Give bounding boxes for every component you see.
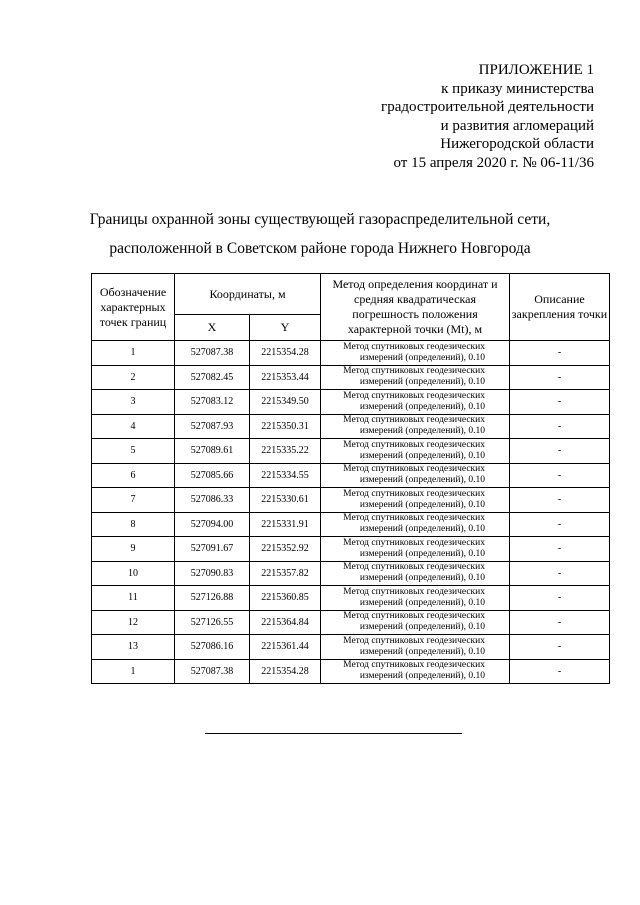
cell-description: - <box>510 439 610 464</box>
header-method: Метод определения координат и средняя квадратическая погрешность положения характерной точки (Mt), м <box>321 274 510 341</box>
cell-description: - <box>510 561 610 586</box>
cell-method: Метод спутниковых геодезических измерений (определений), 0.10 <box>321 635 510 660</box>
cell-y: 2215330.61 <box>250 488 321 513</box>
signature-line <box>205 733 462 734</box>
cell-description: - <box>510 341 610 366</box>
cell-method: Метод спутниковых геодезических измерений (определений), 0.10 <box>321 341 510 366</box>
table-row <box>92 488 610 513</box>
table-row <box>92 341 610 366</box>
cell-method: Метод спутниковых геодезических измерений (определений), 0.10 <box>321 537 510 562</box>
cell-x: 527091.67 <box>175 537 250 562</box>
header-y: Y <box>250 315 321 341</box>
heading-line: Границы охранной зоны существующей газораспределительной сети, <box>89 211 551 228</box>
appendix-line: и развития агломераций <box>440 117 594 134</box>
cell-point: 4 <box>92 414 175 439</box>
cell-y: 2215353.44 <box>250 365 321 390</box>
appendix-line: градостроительной деятельности <box>381 99 594 116</box>
cell-method: Метод спутниковых геодезических измерений (определений), 0.10 <box>321 586 510 611</box>
cell-description: - <box>510 414 610 439</box>
cell-y: 2215352.92 <box>250 537 321 562</box>
cell-description: - <box>510 537 610 562</box>
table-row <box>92 365 610 390</box>
table-row <box>92 610 610 635</box>
cell-method: Метод спутниковых геодезических измерений (определений), 0.10 <box>321 561 510 586</box>
cell-y: 2215335.22 <box>250 439 321 464</box>
header-x: X <box>175 315 250 341</box>
cell-method: Метод спутниковых геодезических измерений (определений), 0.10 <box>321 512 510 537</box>
table-row <box>92 537 610 562</box>
cell-y: 2215357.82 <box>250 561 321 586</box>
cell-point: 2 <box>92 365 175 390</box>
cell-point: 12 <box>92 610 175 635</box>
cell-x: 527087.93 <box>175 414 250 439</box>
cell-y: 2215360.85 <box>250 586 321 611</box>
cell-x: 527089.61 <box>175 439 250 464</box>
header-coordinates: Координаты, м <box>175 274 321 315</box>
cell-method: Метод спутниковых геодезических измерений (определений), 0.10 <box>321 365 510 390</box>
cell-method: Метод спутниковых геодезических измерений (определений), 0.10 <box>321 659 510 684</box>
cell-y: 2215334.55 <box>250 463 321 488</box>
cell-x: 527083.12 <box>175 390 250 415</box>
cell-description: - <box>510 586 610 611</box>
cell-y: 2215354.28 <box>250 341 321 366</box>
cell-point: 3 <box>92 390 175 415</box>
cell-point: 11 <box>92 586 175 611</box>
cell-y: 2215364.84 <box>250 610 321 635</box>
cell-point: 7 <box>92 488 175 513</box>
cell-y: 2215349.50 <box>250 390 321 415</box>
cell-method: Метод спутниковых геодезических измерений (определений), 0.10 <box>321 390 510 415</box>
cell-x: 527087.38 <box>175 659 250 684</box>
cell-description: - <box>510 488 610 513</box>
cell-y: 2215354.28 <box>250 659 321 684</box>
cell-x: 527086.16 <box>175 635 250 660</box>
table-row <box>92 586 610 611</box>
cell-description: - <box>510 659 610 684</box>
cell-point: 5 <box>92 439 175 464</box>
cell-x: 527094.00 <box>175 512 250 537</box>
appendix-title: ПРИЛОЖЕНИЕ 1 <box>478 62 594 78</box>
cell-description: - <box>510 463 610 488</box>
cell-point: 9 <box>92 537 175 562</box>
header-point: Обозначение характерных точек границ <box>92 274 175 341</box>
header-description: Описание закрепления точки <box>510 274 610 341</box>
table-row <box>92 561 610 586</box>
cell-x: 527087.38 <box>175 341 250 366</box>
cell-method: Метод спутниковых геодезических измерений (определений), 0.10 <box>321 463 510 488</box>
cell-point: 10 <box>92 561 175 586</box>
table-row <box>92 439 610 464</box>
coordinates-table <box>91 273 610 684</box>
cell-method: Метод спутниковых геодезических измерений (определений), 0.10 <box>321 610 510 635</box>
cell-x: 527082.45 <box>175 365 250 390</box>
table-row <box>92 390 610 415</box>
cell-y: 2215331.91 <box>250 512 321 537</box>
appendix-line: к приказу министерства <box>441 80 594 97</box>
table-row <box>92 635 610 660</box>
cell-point: 1 <box>92 659 175 684</box>
cell-method: Метод спутниковых геодезических измерений (определений), 0.10 <box>321 488 510 513</box>
appendix-line: Нижегородской области <box>440 136 594 153</box>
cell-description: - <box>510 512 610 537</box>
cell-y: 2215350.31 <box>250 414 321 439</box>
cell-description: - <box>510 635 610 660</box>
appendix-header <box>381 61 594 173</box>
cell-x: 527086.33 <box>175 488 250 513</box>
cell-description: - <box>510 365 610 390</box>
heading-line: расположенной в Советском районе города Нижнего Новгорода <box>109 240 531 257</box>
cell-x: 527085.66 <box>175 463 250 488</box>
document-heading <box>0 205 640 263</box>
cell-point: 1 <box>92 341 175 366</box>
cell-description: - <box>510 610 610 635</box>
table-row <box>92 463 610 488</box>
cell-x: 527126.55 <box>175 610 250 635</box>
cell-point: 8 <box>92 512 175 537</box>
cell-method: Метод спутниковых геодезических измерений (определений), 0.10 <box>321 439 510 464</box>
cell-y: 2215361.44 <box>250 635 321 660</box>
cell-point: 6 <box>92 463 175 488</box>
cell-x: 527126.88 <box>175 586 250 611</box>
appendix-date: от 15 апреля 2020 г. № 06-11/36 <box>393 154 594 171</box>
cell-x: 527090.83 <box>175 561 250 586</box>
cell-description: - <box>510 390 610 415</box>
cell-point: 13 <box>92 635 175 660</box>
cell-method: Метод спутниковых геодезических измерений (определений), 0.10 <box>321 414 510 439</box>
table-row <box>92 659 610 684</box>
table-row <box>92 512 610 537</box>
table-row <box>92 414 610 439</box>
